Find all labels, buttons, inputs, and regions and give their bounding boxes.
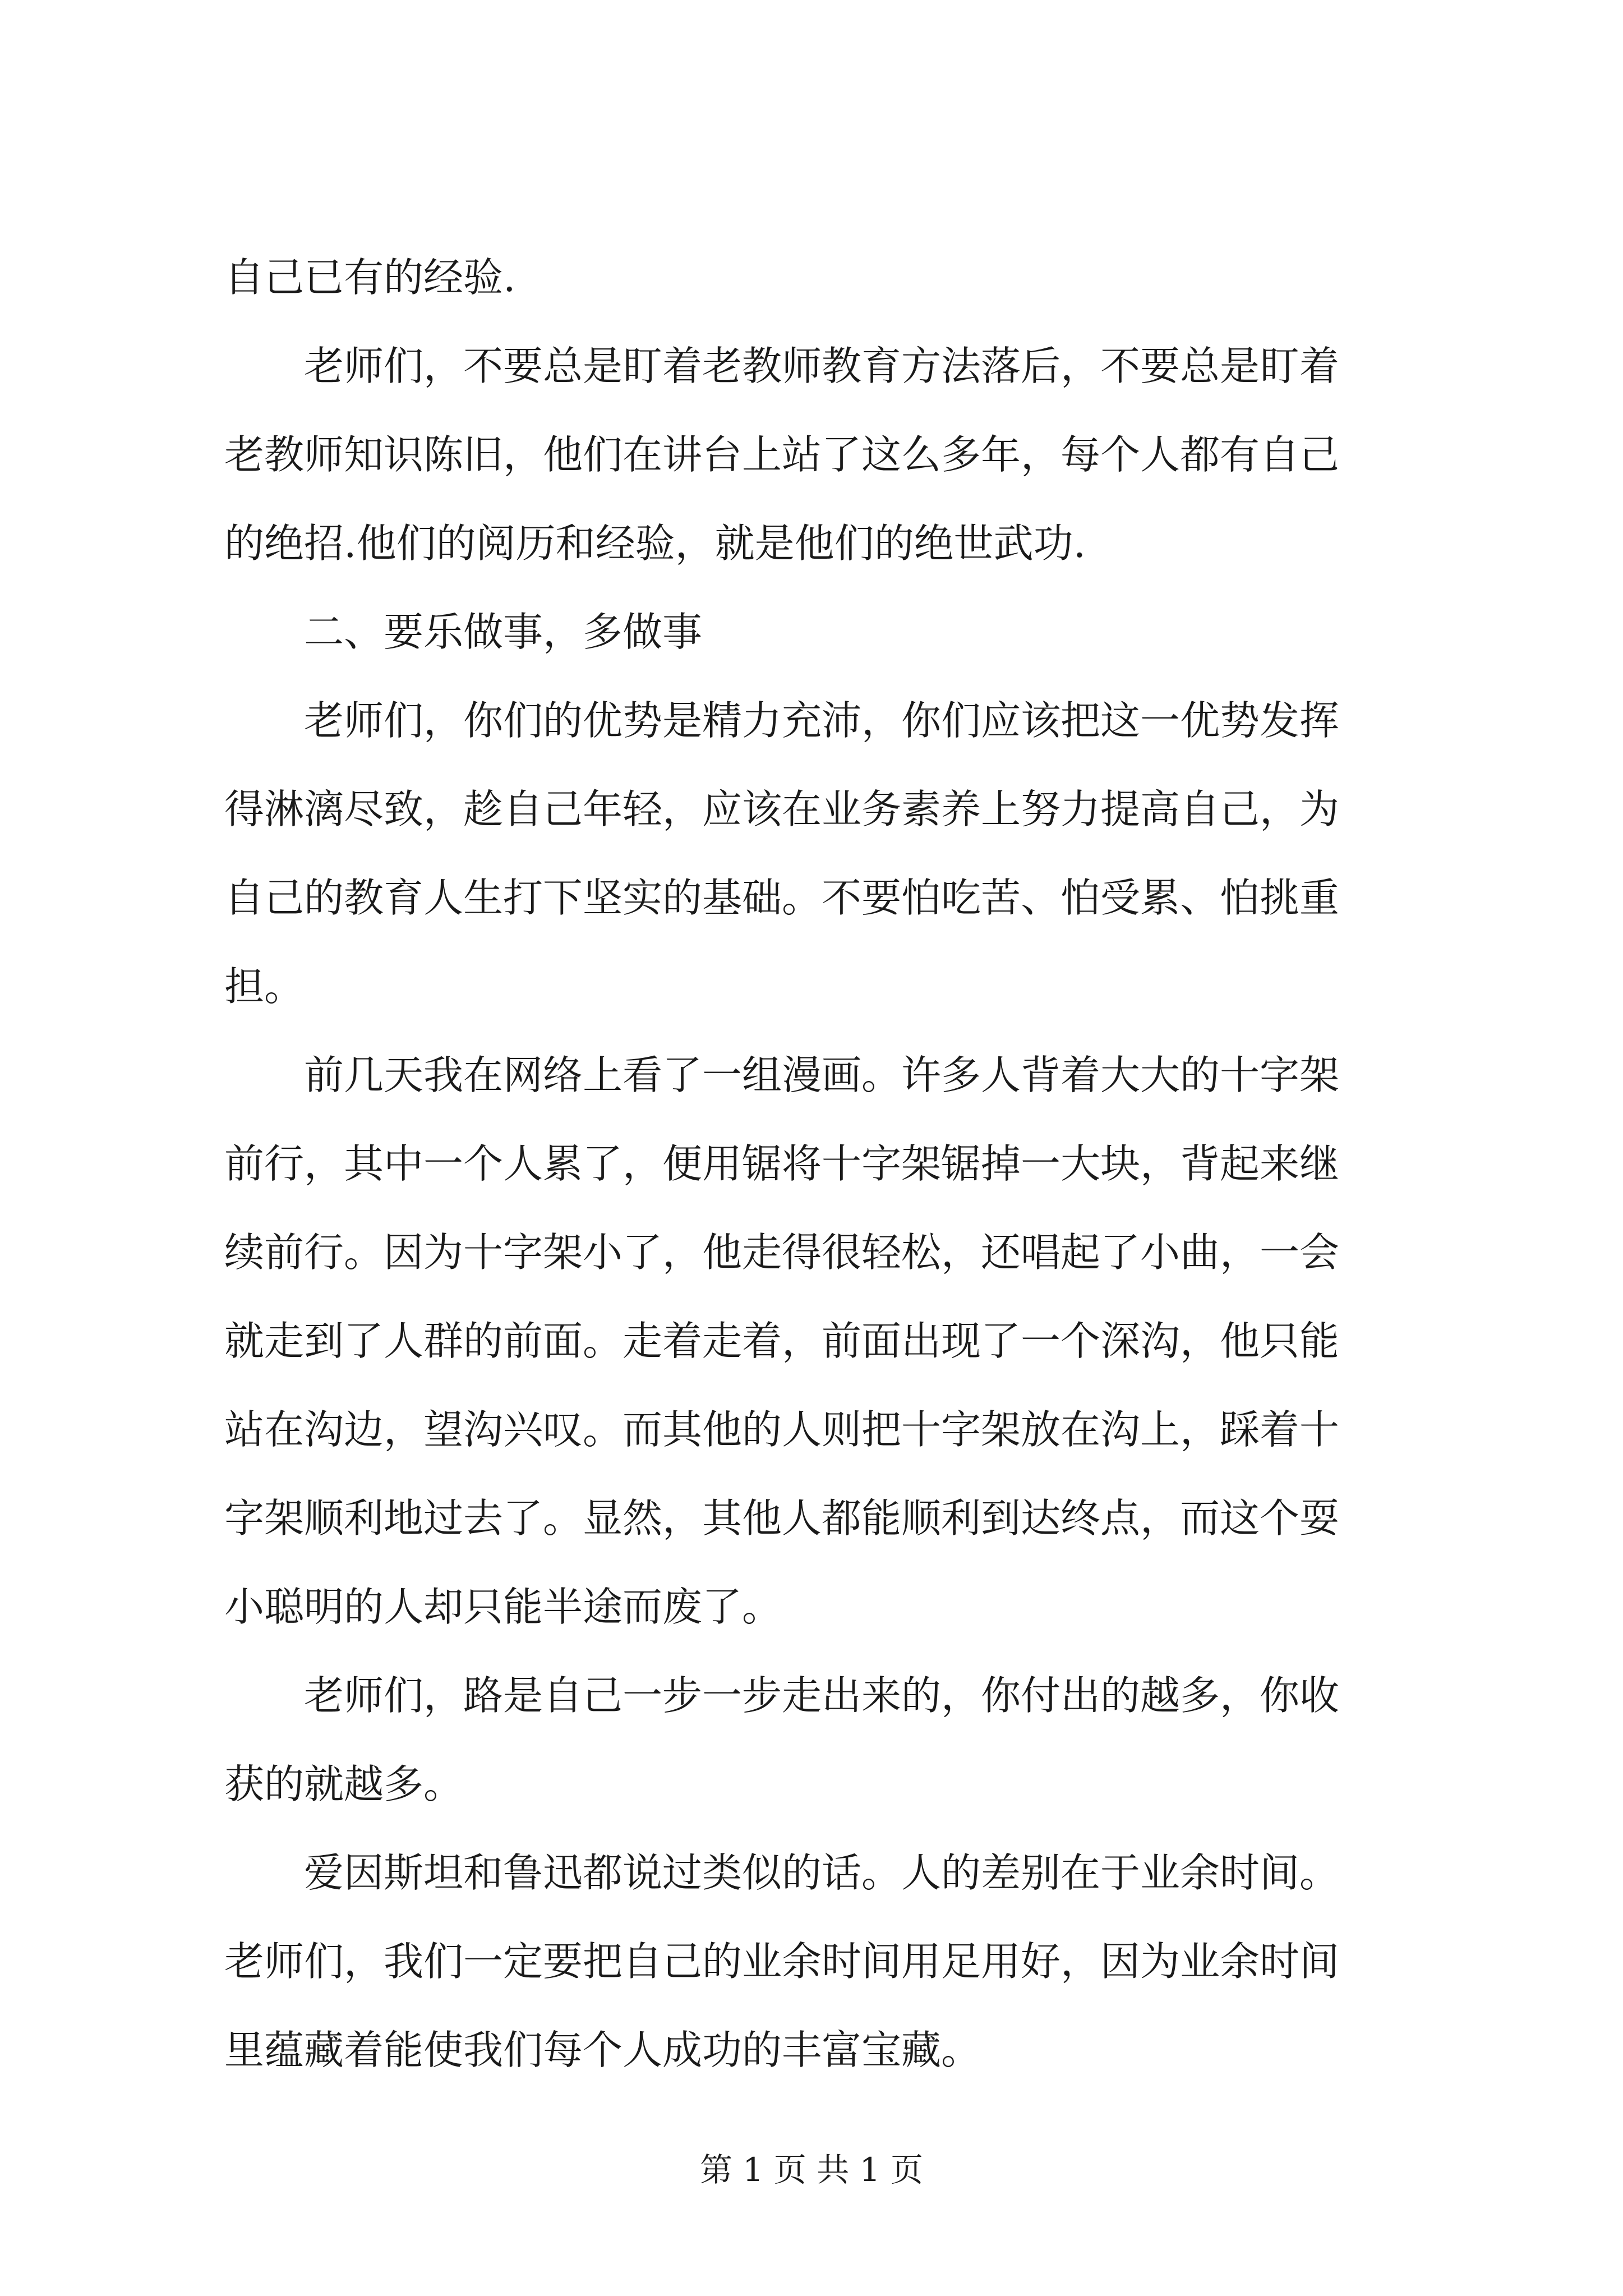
text-line-9: 担。 — [224, 963, 305, 1010]
text-line-8: 自己的教育人生打下坚实的基础。不要怕吃苦、怕受累、怕挑重 — [224, 875, 1340, 921]
text-line-19: 爱因斯坦和鲁迅都说过类似的话。人的差别在于业余时间。 — [304, 1849, 1340, 1896]
page-footer: 第 1 页 共 1 页 — [700, 2151, 923, 2189]
text-line-20: 老师们，我们一定要把自己的业余时间用足用好，因为业余时间 — [224, 1938, 1340, 1985]
text-line-14: 站在沟边，望沟兴叹。而其他的人则把十字架放在沟上，踩着十 — [224, 1406, 1340, 1453]
text-line-6: 老师们，你们的优势是精力充沛，你们应该把这一优势发挥 — [304, 697, 1340, 744]
section-heading: 二、要乐做事，多做事 — [304, 609, 703, 655]
text-line-4: 的绝招.他们的阅历和经验，就是他们的绝世武功. — [224, 520, 1086, 567]
text-line-10: 前几天我在网络上看了一组漫画。许多人背着大大的十字架 — [304, 1052, 1340, 1098]
text-line-21: 里蕴藏着能使我们每个人成功的丰富宝藏。 — [224, 2027, 981, 2073]
text-line-13: 就走到了人群的前面。走着走着，前面出现了一个深沟，他只能 — [224, 1318, 1340, 1364]
text-line-3: 老教师知识陈旧，他们在讲台上站了这么多年，每个人都有自己 — [224, 431, 1340, 478]
text-line-17: 老师们，路是自己一步一步走出来的，你付出的越多，你收 — [304, 1672, 1340, 1719]
text-line-1: 自己已有的经验. — [224, 254, 516, 301]
text-line-2: 老师们，不要总是盯着老教师教育方法落后，不要总是盯着 — [304, 343, 1340, 389]
text-line-11: 前行，其中一个人累了，便用锯将十字架锯掉一大块，背起来继 — [224, 1140, 1340, 1187]
text-line-15: 字架顺利地过去了。显然，其他人都能顺利到达终点，而这个耍 — [224, 1495, 1340, 1542]
text-line-7: 得淋漓尽致，趁自己年轻，应该在业务素养上努力提高自己，为 — [224, 786, 1340, 832]
text-line-16: 小聪明的人却只能半途而废了。 — [224, 1584, 782, 1630]
text-line-12: 续前行。因为十字架小了，他走得很轻松，还唱起了小曲，一会 — [224, 1229, 1340, 1276]
text-line-18: 获的就越多。 — [224, 1761, 464, 1807]
